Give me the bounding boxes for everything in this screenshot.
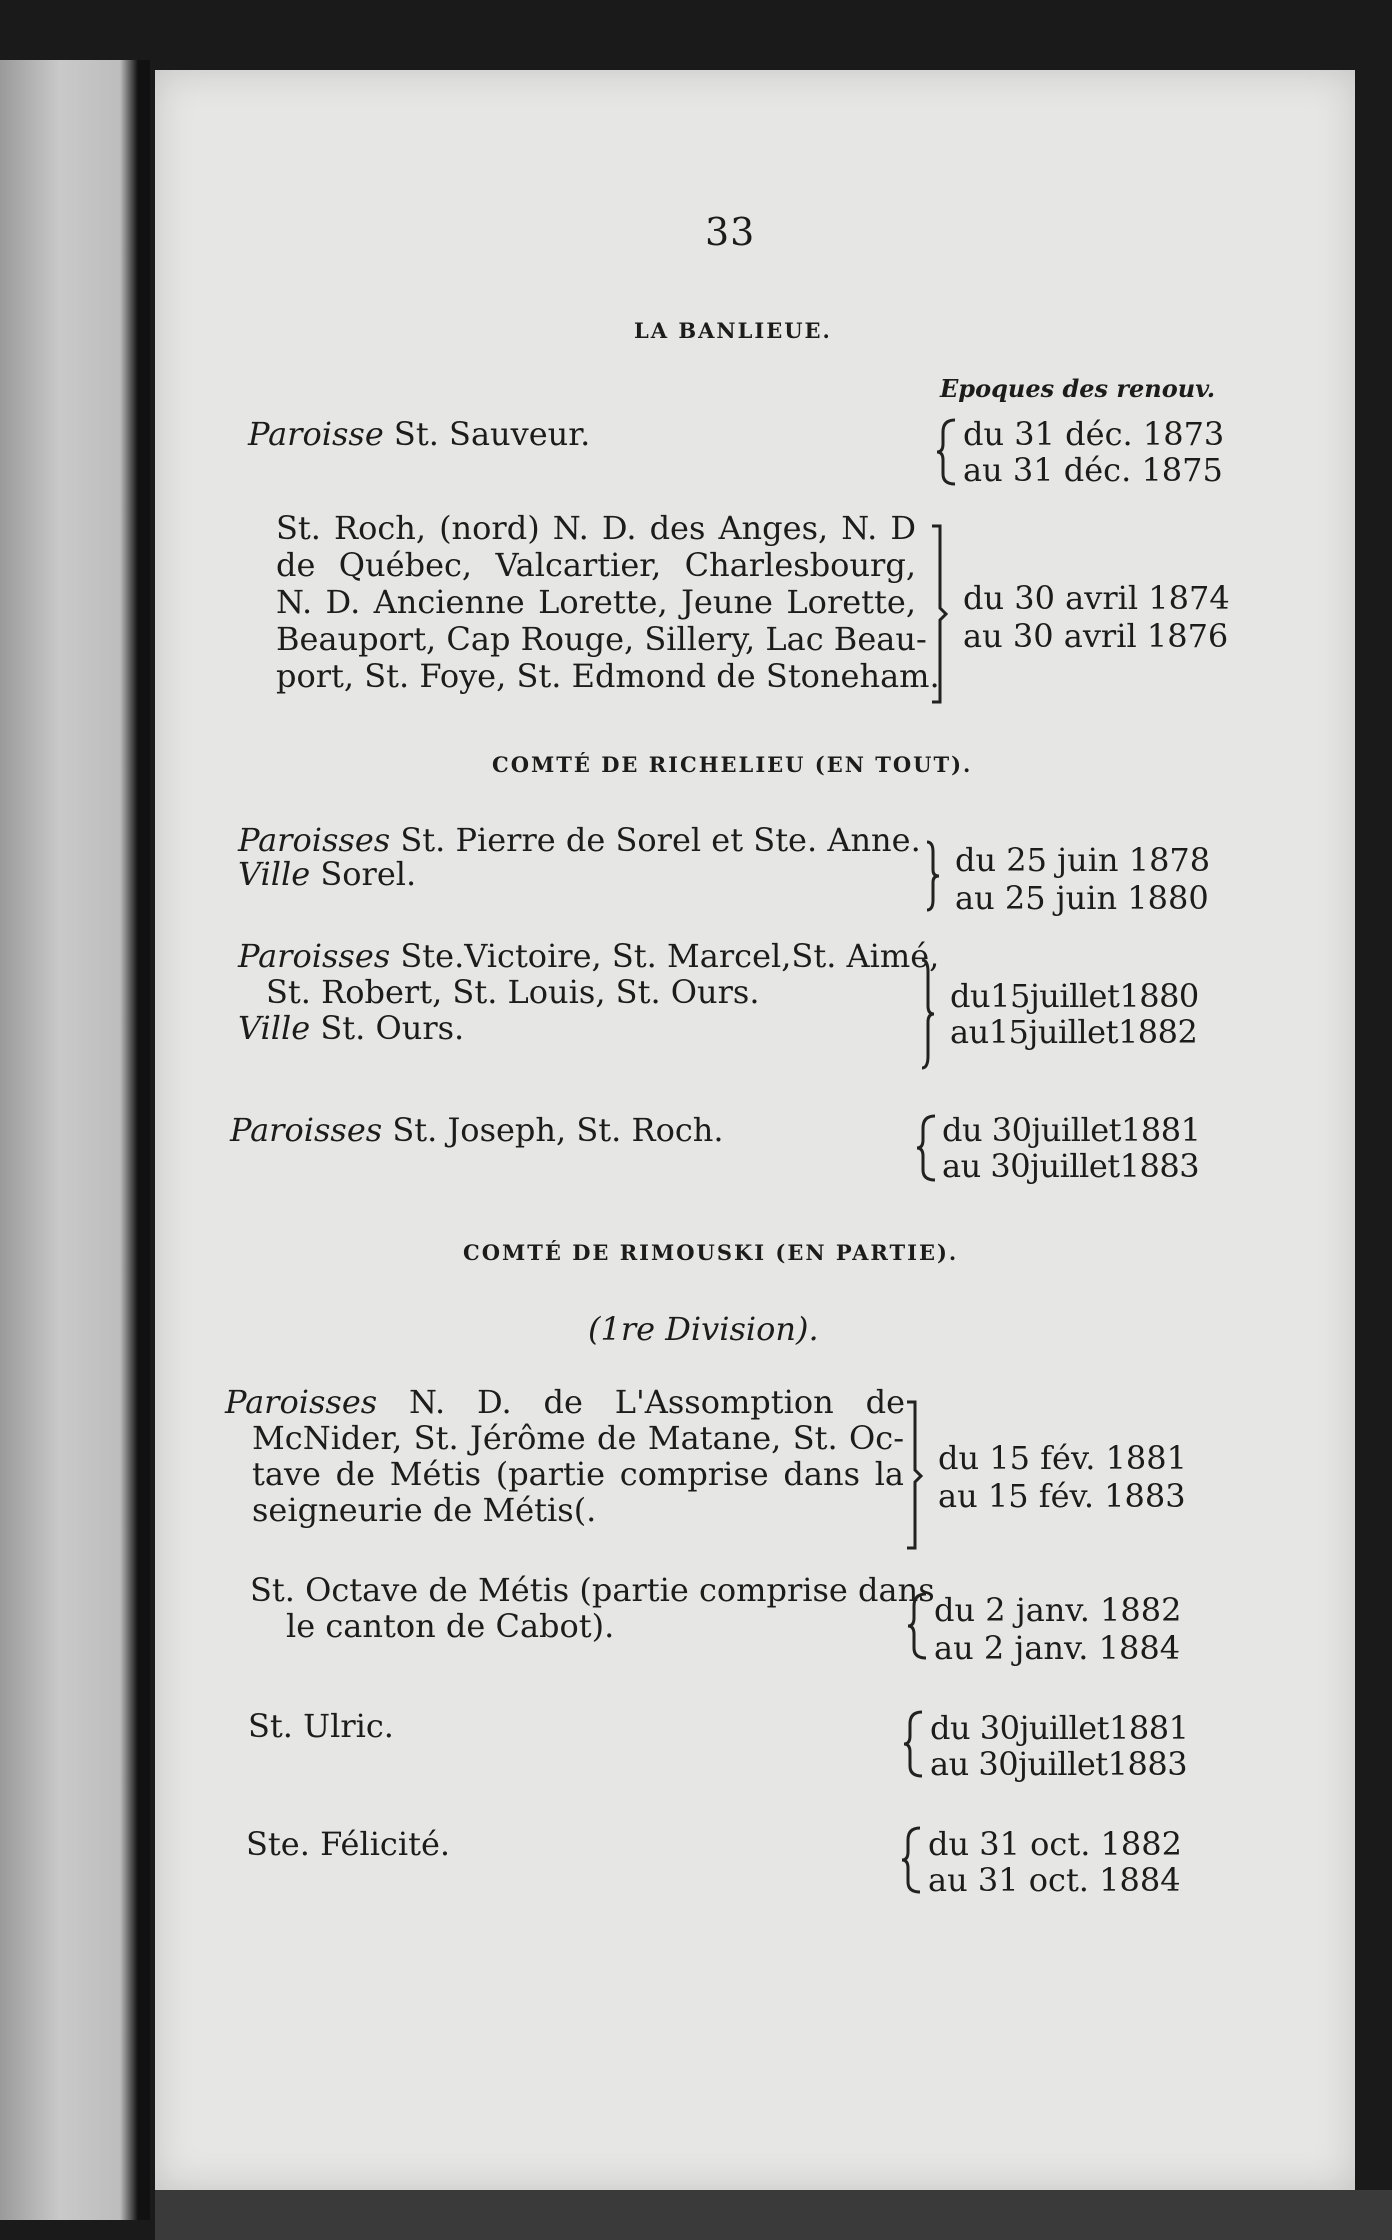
section-heading-banlieue: LA BANLIEUE. <box>634 318 832 343</box>
date-from: du 31 déc. 1873 <box>963 415 1225 453</box>
entry-label: Paroisses <box>238 821 391 859</box>
date-from: du 30 avril 1874 <box>963 579 1230 617</box>
entry-text: N. D. de L'Assomption de <box>409 1383 906 1421</box>
entry-line: N. D. Ancienne Lorette, Jeune Lorette, <box>276 583 916 621</box>
date-to: au 25 juin 1880 <box>955 879 1209 917</box>
column-header-epoques: Epoques des renouv. <box>940 374 1216 403</box>
date-from: du 31 oct. 1882 <box>928 1825 1182 1863</box>
entry-line <box>238 822 921 859</box>
date-from: du 30juillet1881 <box>942 1111 1201 1149</box>
date-from: du 30juillet1881 <box>930 1709 1189 1747</box>
entry-label: Paroisses <box>230 1111 383 1149</box>
brace-curly <box>915 1114 939 1182</box>
entry-line: Ste. Félicité. <box>246 1825 451 1863</box>
adjacent-page-edge <box>0 60 150 2220</box>
entry-line: de Québec, Valcartier, Charlesbourg, <box>276 546 916 584</box>
entry-label: Paroisses <box>238 937 391 975</box>
brace-curly <box>935 418 959 486</box>
entry-line <box>238 1010 464 1047</box>
section-heading-richelieu: COMTÉ DE RICHELIEU (EN TOUT). <box>492 752 973 777</box>
entry-line: St. Octave de Métis (partie comprise dans <box>250 1571 935 1609</box>
scan-bottom-edge <box>155 2190 1392 2240</box>
entry-line <box>238 856 416 893</box>
entry-line: St. Ulric. <box>248 1707 394 1745</box>
brace-curly <box>906 1592 930 1660</box>
entry-line <box>225 1384 905 1421</box>
brace-curly <box>902 1710 926 1778</box>
entry-text: Ste.Victoire, St. Marcel,St. Aimé, <box>400 937 940 975</box>
entry-text: St. Sauveur. <box>393 415 591 453</box>
date-to: au 30 avril 1876 <box>963 617 1229 655</box>
date-to: au 2 janv. 1884 <box>934 1629 1181 1667</box>
entry-text: St. Joseph, St. Roch. <box>392 1111 724 1149</box>
entry-label: Paroisses <box>225 1383 378 1421</box>
brace-square <box>930 524 950 704</box>
page-number: 33 <box>705 210 756 254</box>
date-to: au 30juillet1883 <box>930 1745 1188 1783</box>
entry-text: Sorel. <box>320 855 417 893</box>
date-to: au 15 fév. 1883 <box>938 1477 1186 1515</box>
entry-line: Beauport, Cap Rouge, Sillery, Lac Beau- <box>276 620 927 658</box>
entry-line: St. Robert, St. Louis, St. Ours. <box>266 973 760 1011</box>
section-subheading-division: (1re Division). <box>588 1310 819 1348</box>
brace-curly <box>925 840 943 912</box>
date-to: au15juillet1882 <box>950 1013 1198 1051</box>
date-from: du15juillet1880 <box>950 977 1199 1015</box>
entry-label: Paroisse <box>248 415 384 453</box>
entry-st-sauveur <box>248 416 590 453</box>
entry-label: Ville <box>238 1009 311 1047</box>
brace-curly <box>920 958 938 1070</box>
date-to: au 31 oct. 1884 <box>928 1861 1181 1899</box>
brace-curly <box>900 1826 924 1894</box>
entry-line: tave de Métis (partie comprise dans la <box>252 1455 904 1493</box>
entry-line: port, St. Foye, St. Edmond de Stoneham. <box>276 657 940 695</box>
date-to: au 31 déc. 1875 <box>963 451 1223 489</box>
date-from: du 2 janv. 1882 <box>934 1591 1182 1629</box>
entry-line: seigneurie de Métis(. <box>252 1491 597 1529</box>
date-from: du 25 juin 1878 <box>955 841 1211 879</box>
date-to: au 30juillet1883 <box>942 1147 1200 1185</box>
entry-label: Ville <box>238 855 311 893</box>
entry-line: McNider, St. Jérôme de Matane, St. Oc- <box>252 1419 904 1457</box>
entry-line: le canton de Cabot). <box>286 1607 615 1645</box>
date-from: du 15 fév. 1881 <box>938 1439 1187 1477</box>
entry-text: St. Pierre de Sorel et Ste. Anne. <box>400 821 921 859</box>
section-heading-rimouski: COMTÉ DE RIMOUSKI (EN PARTIE). <box>463 1240 959 1265</box>
entry-text: St. Ours. <box>320 1009 465 1047</box>
entry-line <box>230 1112 724 1149</box>
entry-line <box>238 938 939 975</box>
brace-square <box>905 1400 925 1550</box>
entry-line: St. Roch, (nord) N. D. des Anges, N. D <box>276 509 916 547</box>
